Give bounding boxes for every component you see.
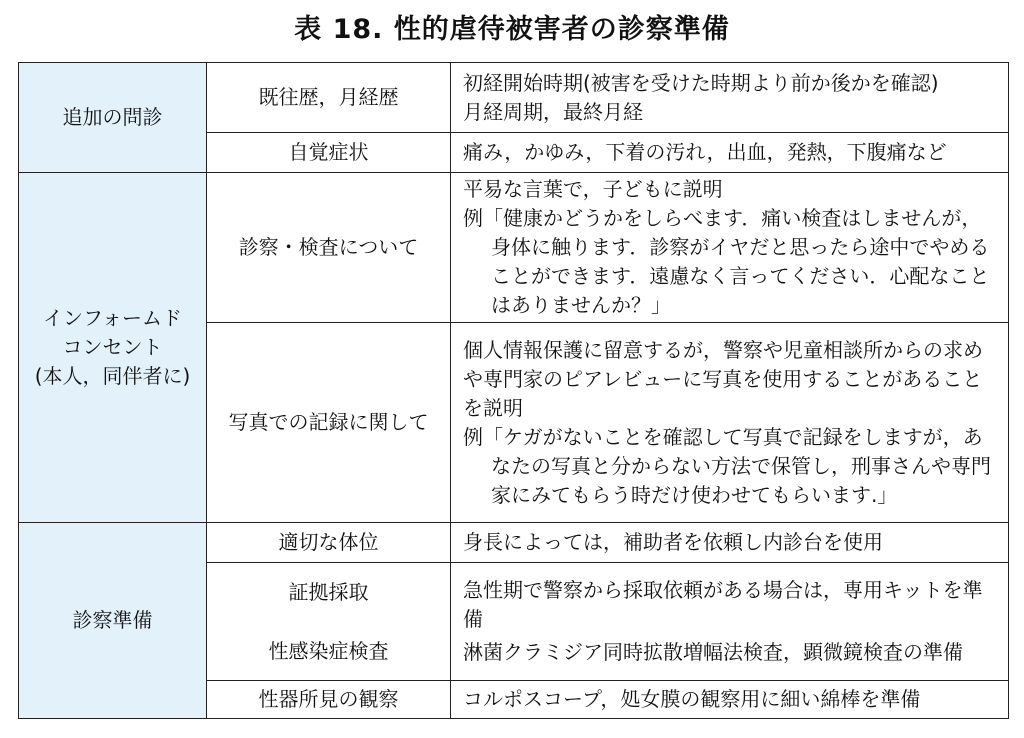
item-position-label: 適切な体位 [207,523,451,563]
sti-label: 性感染症検査 [268,638,389,663]
exam-example: 例「健康かどうかをしらべます．痛い検査はしませんが，身体に触ります．診察がイヤだと思ったら途中でやめることができます．遠慮なく言ってください．心配なことはありませんか？」 [463,206,990,317]
item-evidence-sti-desc [451,563,1009,681]
item-photo-desc [451,323,1009,523]
item-exam-desc [451,173,1009,323]
category-informed-consent [19,173,207,523]
consent-line-3: (本人，同伴者に) [34,364,191,388]
item-history-label: 既往歴，月経歴 [207,63,451,133]
item-genital-desc: コルポスコープ，処女膜の観察用に細い綿棒を準備 [451,681,1009,719]
table-row [19,63,1009,133]
table-row [19,523,1009,563]
exam-line-1: 平易な言葉で，子どもに説明 [463,177,723,201]
category-additional-interview: 追加の問診 [19,63,207,173]
exam-prep-table [18,62,1009,719]
history-line-2: 月経周期，最終月経 [463,99,643,124]
item-genital-label: 性器所見の観察 [207,681,451,719]
category-exam-prep: 診察準備 [19,523,207,719]
sti-desc: 淋菌クラミジア同時拡散増幅法検査，顕微鏡検査の準備 [463,640,963,664]
evidence-desc: 急性期で警察から採取依頼がある場合は，専用キットを準備 [463,578,983,631]
table-row [19,173,1009,323]
label-gap [207,607,450,637]
item-photo-label: 写真での記録に関して [207,323,451,523]
item-history-desc [451,63,1009,133]
photo-line-1: 個人情報保護に留意するが，警察や児童相談所からの求めや専門家のピアレビューに写真を使用することがあることを説明 [463,337,983,420]
consent-line-2: コンセント [62,335,163,359]
photo-example: 例「ケガがないことを確認して写真で記録をしますが，あなたの写真と分からない方法で保管し，刑事さんや専門家にみてもらう時だけ使わせてもらいます.」 [463,424,991,507]
table-title: 表 18. 性的虐待被害者の診察準備 [294,14,730,45]
evidence-label: 証拠採取 [288,579,369,604]
consent-line-1: インフォームド [43,306,182,330]
item-symptoms-desc: 痛み，かゆみ，下着の汚れ，出血，発熱，下腹痛など [451,133,1009,173]
item-position-desc: 身長によっては，補助者を依頼し内診台を使用 [451,523,1009,563]
item-symptoms-label: 自覚症状 [207,133,451,173]
history-line-1: 初経開始時期(被害を受けた時期より前か後かを確認) [463,70,939,95]
item-exam-label: 診察・検査について [207,173,451,323]
item-evidence-sti-labels [207,563,451,681]
